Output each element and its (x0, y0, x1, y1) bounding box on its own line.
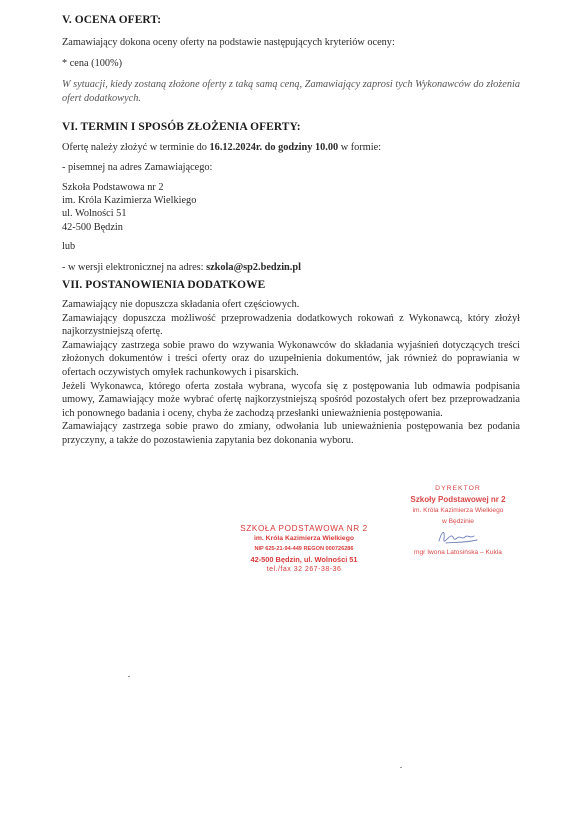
stamp-line: mgr Iwona Latosińska – Kukla (414, 549, 502, 556)
school-stamp (236, 524, 372, 571)
school-address (62, 181, 520, 234)
evaluation-text (62, 36, 520, 50)
paragraph: lub (62, 241, 76, 252)
stamp-line: w Będzinie (442, 518, 474, 525)
scan-speck (400, 767, 402, 768)
section-deadline (62, 121, 520, 133)
section-additional (62, 279, 520, 291)
scan-speck (128, 676, 130, 677)
paragraph: Jeżeli Wykonawca, którego oferta została wybrana, wycofa się z postępowania lub odmawia podpisania umowy, Zamawiający może wybrać ofertę najkorzystniejszą spośród pozostałych ofert bez przeprowadzania ich ponownego badania i oceny, chyba że zachodzą przesłanki unieważnienia postępowania. (62, 380, 520, 419)
criteria-item (62, 57, 520, 71)
stamp-line: NIP 625-21-94-449 REGON 000726286 (254, 546, 354, 552)
electronic-form (62, 261, 520, 275)
director-stamp (392, 483, 524, 558)
section-evaluation (62, 14, 520, 26)
text: Ofertę należy złożyć w terminie do (62, 142, 210, 153)
paragraph: W sytuacji, kiedy zostaną złożone oferty z taką samą ceną, Zamawiający zaprosi tych Wykonawców do złożenia ofert dodatkowych. (62, 79, 520, 104)
text: w formie: (338, 142, 382, 153)
additional-provisions (62, 298, 520, 448)
stamp-line: im. Króla Kazimierza Wielkiego (412, 507, 504, 514)
section-heading: VII. POSTANOWIENIA DODATKOWE (62, 279, 266, 291)
section-heading: V. OCENA OFERT: (62, 14, 162, 26)
address-line: im. Króla Kazimierza Wielkiego (62, 195, 197, 207)
handwritten-signature (392, 527, 524, 547)
stamp-line: DYREKTOR (435, 485, 481, 492)
paragraph: Zamawiający dopuszcza możliwość przeprowadzenia dodatkowych rokowań z Wykonawcą, który złożył najkorzystniejszą ofertę. (62, 312, 520, 338)
address-line: 42-500 Będzin (62, 221, 123, 233)
stamp-line: Szkoły Podstawowej nr 2 (410, 495, 506, 504)
paragraph: Zamawiający nie dopuszcza składania ofert częściowych. (62, 299, 300, 310)
paragraph: Zamawiający zastrzega sobie prawo do zmiany, odwołania lub unieważnienia postępowania bez podania przyczyny, a także do pozostawienia zapytania bez dokonania wyboru. (62, 421, 520, 446)
stamp-line: SZKOŁA PODSTAWOWA NR 2 (240, 524, 368, 533)
or-text (62, 240, 520, 254)
paragraph (62, 261, 520, 275)
deadline-date: 16.12.2024r. do godziny 10.00 (209, 142, 339, 153)
deadline-text (62, 141, 520, 155)
equal-price-note (62, 78, 520, 105)
written-form (62, 161, 520, 175)
section-heading: VI. TERMIN I SPOSÓB ZŁOŻENIA OFERTY: (62, 121, 301, 133)
stamp-line: 42-500 Będzin, ul. Wolności 51 (250, 555, 358, 564)
signature-icon (436, 527, 480, 547)
stamp-line: tel./fax 32 267-38-36 (266, 566, 342, 571)
email-address: szkola@sp2.bedzin.pl (206, 262, 301, 273)
paragraph: - pisemnej na adres Zamawiającego: (62, 162, 213, 173)
paragraph: * cena (100%) (62, 58, 123, 69)
address-line: Szkoła Podstawowa nr 2 (62, 182, 164, 193)
address-line: ul. Wolności 51 (62, 208, 127, 220)
stamp-line: im. Króla Kazimierza Wielkiego (253, 535, 355, 542)
paragraph: Zamawiający zastrzega sobie prawo do wzywania Wykonawców do składania wyjaśnień dotyczących treści złożonych dokumentów i treści oferty oraz do uzupełnienia dokumentów, jak również do poprawiania w ofertach oczywistych omyłek rachunkowych i pisarskich. (62, 339, 520, 378)
paragraph (62, 141, 520, 155)
text: - w wersji elektronicznej na adres: (62, 262, 207, 273)
paragraph: Zamawiający dokona oceny oferty na podstawie następujących kryteriów oceny: (62, 37, 395, 48)
